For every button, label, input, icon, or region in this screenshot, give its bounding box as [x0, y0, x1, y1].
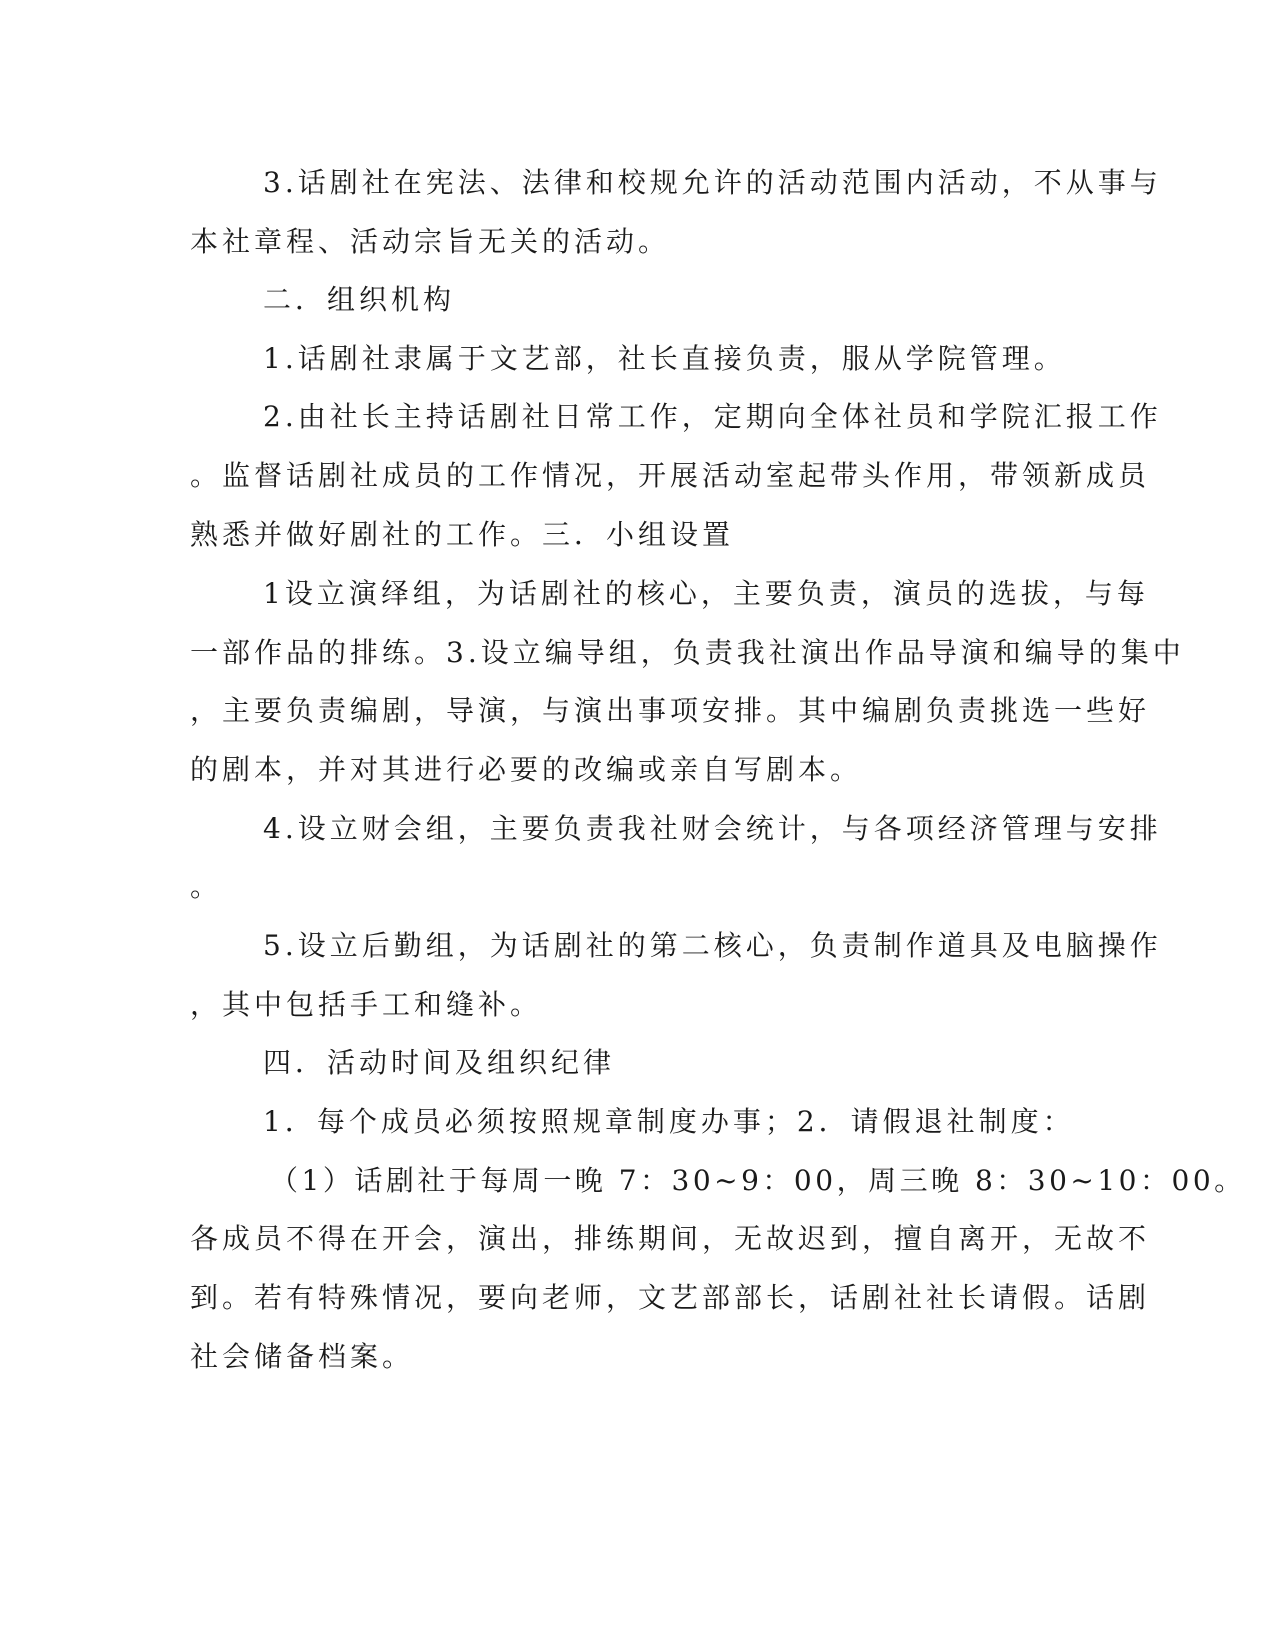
text-line: 的剧本，并对其进行必要的改编或亲自写剧本。 [190, 753, 863, 786]
text-line: 1.话剧社隶属于文艺部，社长直接负责，服从学院管理。 [263, 342, 1066, 375]
text-line: 熟悉并做好剧社的工作。三．小组设置 [190, 518, 735, 551]
text-line: ，其中包括手工和缝补。 [190, 988, 543, 1021]
text-line: 1．每个成员必须按照规章制度办事；2．请假退社制度： [263, 1105, 1075, 1138]
section-heading: 四．活动时间及组织纪律 [263, 1046, 616, 1079]
text-line: 4.设立财会组，主要负责我社财会统计，与各项经济管理与安排 [263, 812, 1162, 845]
text-line: 各成员不得在开会，演出，排练期间，无故迟到，擅自离开，无故不 [190, 1222, 1151, 1255]
text-line: 3.话剧社在宪法、法律和校规允许的活动范围内活动，不从事与 [263, 166, 1162, 199]
text-line: 2.由社长主持话剧社日常工作，定期向全体社员和学院汇报工作 [263, 400, 1162, 433]
text-line: ，主要负责编剧，导演，与演出事项安排。其中编剧负责挑选一些好 [190, 694, 1151, 727]
text-line: 。监督话剧社成员的工作情况，开展活动室起带头作用，带领新成员 [190, 459, 1151, 492]
text-line: 本社章程、活动宗旨无关的活动。 [190, 225, 671, 258]
text-line: 社会储备档案。 [190, 1340, 415, 1373]
text-line: 。 [190, 870, 223, 903]
text-line: 1设立演绎组，为话剧社的核心，主要负责，演员的选拔，与每 [263, 577, 1149, 610]
section-heading: 二．组织机构 [263, 283, 456, 316]
text-line: 5.设立后勤组，为话剧社的第二核心，负责制作道具及电脑操作 [263, 929, 1162, 962]
text-line: 一部作品的排练。3.设立编导组，负责我社演出作品导演和编导的集中 [190, 636, 1185, 669]
text-line: 到。若有特殊情况，要向老师，文艺部部长，话剧社社长请假。话剧 [190, 1281, 1151, 1314]
text-line: （1）话剧社于每周一晚 7：30~9：00，周三晚 8：30~10：00。 [270, 1164, 1246, 1197]
